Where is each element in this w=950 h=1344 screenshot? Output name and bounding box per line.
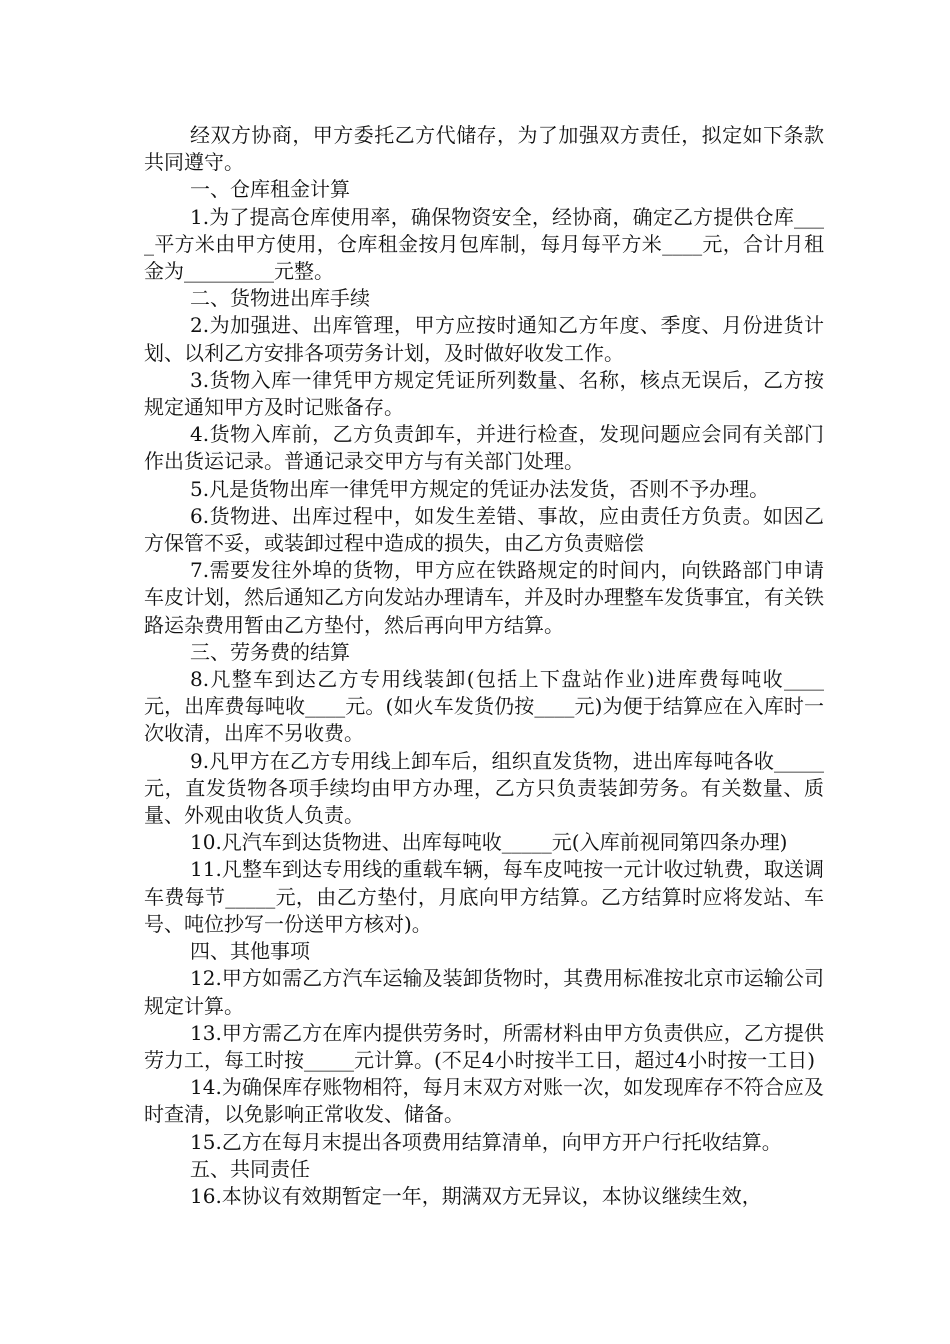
clause-3: 3.货物入库一律凭甲方规定凭证所列数量、名称，核点无误后，乙方按规定通知甲方及时记账备存。 xyxy=(144,367,824,420)
section-heading-labor-fees: 三、劳务费的结算 xyxy=(190,639,350,664)
clause-14: 14.为确保库存账物相符，每月末双方对账一次，如发现库存不符合应及时查清，以免影响正常收发、储备。 xyxy=(144,1075,824,1127)
clause-8: 8.凡整车到达乙方专用线装卸(包括上下盘站作业)进库费每吨收____元，出库费每吨收____元。(如火车发货仍按____元)为便于结算应在入库时一次收清，出库不另收费。 xyxy=(144,667,824,746)
clause-4: 4.货物入库前，乙方负责卸车，并进行检查，发现问题应会同有关部门作出货运记录。普通记录交甲方与有关部门处理。 xyxy=(144,422,824,474)
clause-5: 5.凡是货物出库一律凭甲方规定的凭证办法发货，否则不予办理。 xyxy=(190,476,770,501)
document-page xyxy=(144,122,824,1210)
section-heading-procedures: 二、货物进出库手续 xyxy=(190,286,370,311)
clause-1: 1.为了提高仓库使用率，确保物资安全，经协商，确定乙方提供仓库____平方米由甲方使用，仓库租金按月包库制，每月每平方米____元，合计月租金为_________元整。 xyxy=(144,204,824,284)
section-heading-other: 四、其他事项 xyxy=(190,939,310,964)
clause-9: 9.凡甲方在乙方专用线上卸车后，组织直发货物，进出库每吨各收_____元，直发货物各项手续均由甲方办理，乙方只负责装卸劳务。有关数量、质量、外观由收货人负责。 xyxy=(144,748,824,828)
clause-7: 7.需要发往外埠的货物，甲方应在铁路规定的时间内，向铁路部门申请车皮计划，然后通知乙方向发站办理请车，并及时办理整车发货事宜，有关铁路运杂费用暂由乙方垫付，然后再向甲方结算。 xyxy=(144,558,824,637)
clause-16: 16.本协议有效期暂定一年，期满双方无异议，本协议继续生效， xyxy=(190,1183,762,1208)
section-heading-joint-responsibility: 五、共同责任 xyxy=(190,1156,310,1181)
section-heading-rent: 一、仓库租金计算 xyxy=(190,177,350,202)
intro-paragraph: 经双方协商，甲方委托乙方代储存，为了加强双方责任，拟定如下条款共同遵守。 xyxy=(144,123,824,175)
clause-15: 15.乙方在每月末提出各项费用结算清单，向甲方开户行托收结算。 xyxy=(190,1129,782,1154)
clause-13: 13.甲方需乙方在库内提供劳务时，所需材料由甲方负责供应，乙方提供劳力工，每工时按_____元计算。(不足4小时按半工日，超过4小时按一工日) xyxy=(144,1020,824,1072)
clause-2: 2.为加强进、出库管理，甲方应按时通知乙方年度、季度、月份进货计划、以利乙方安排各项劳务计划，及时做好收发工作。 xyxy=(144,313,824,365)
clause-6: 6.货物进、出库过程中，如发生差错、事故，应由责任方负责。如因乙方保管不妥，或装卸过程中造成的损失，由乙方负责赔偿 xyxy=(144,503,824,556)
clause-11: 11.凡整车到达专用线的重载车辆，每车皮吨按一元计收过轨费，取送调车费每节_____元，由乙方垫付，月底向甲方结算。乙方结算时应将发站、车号、吨位抄写一份送甲方核对)。 xyxy=(144,857,824,936)
clause-10: 10.凡汽车到达货物进、出库每吨收_____元(入库前视同第四条办理) xyxy=(190,830,788,855)
clause-12: 12.甲方如需乙方汽车运输及装卸货物时，其费用标准按北京市运输公司规定计算。 xyxy=(144,966,824,1018)
